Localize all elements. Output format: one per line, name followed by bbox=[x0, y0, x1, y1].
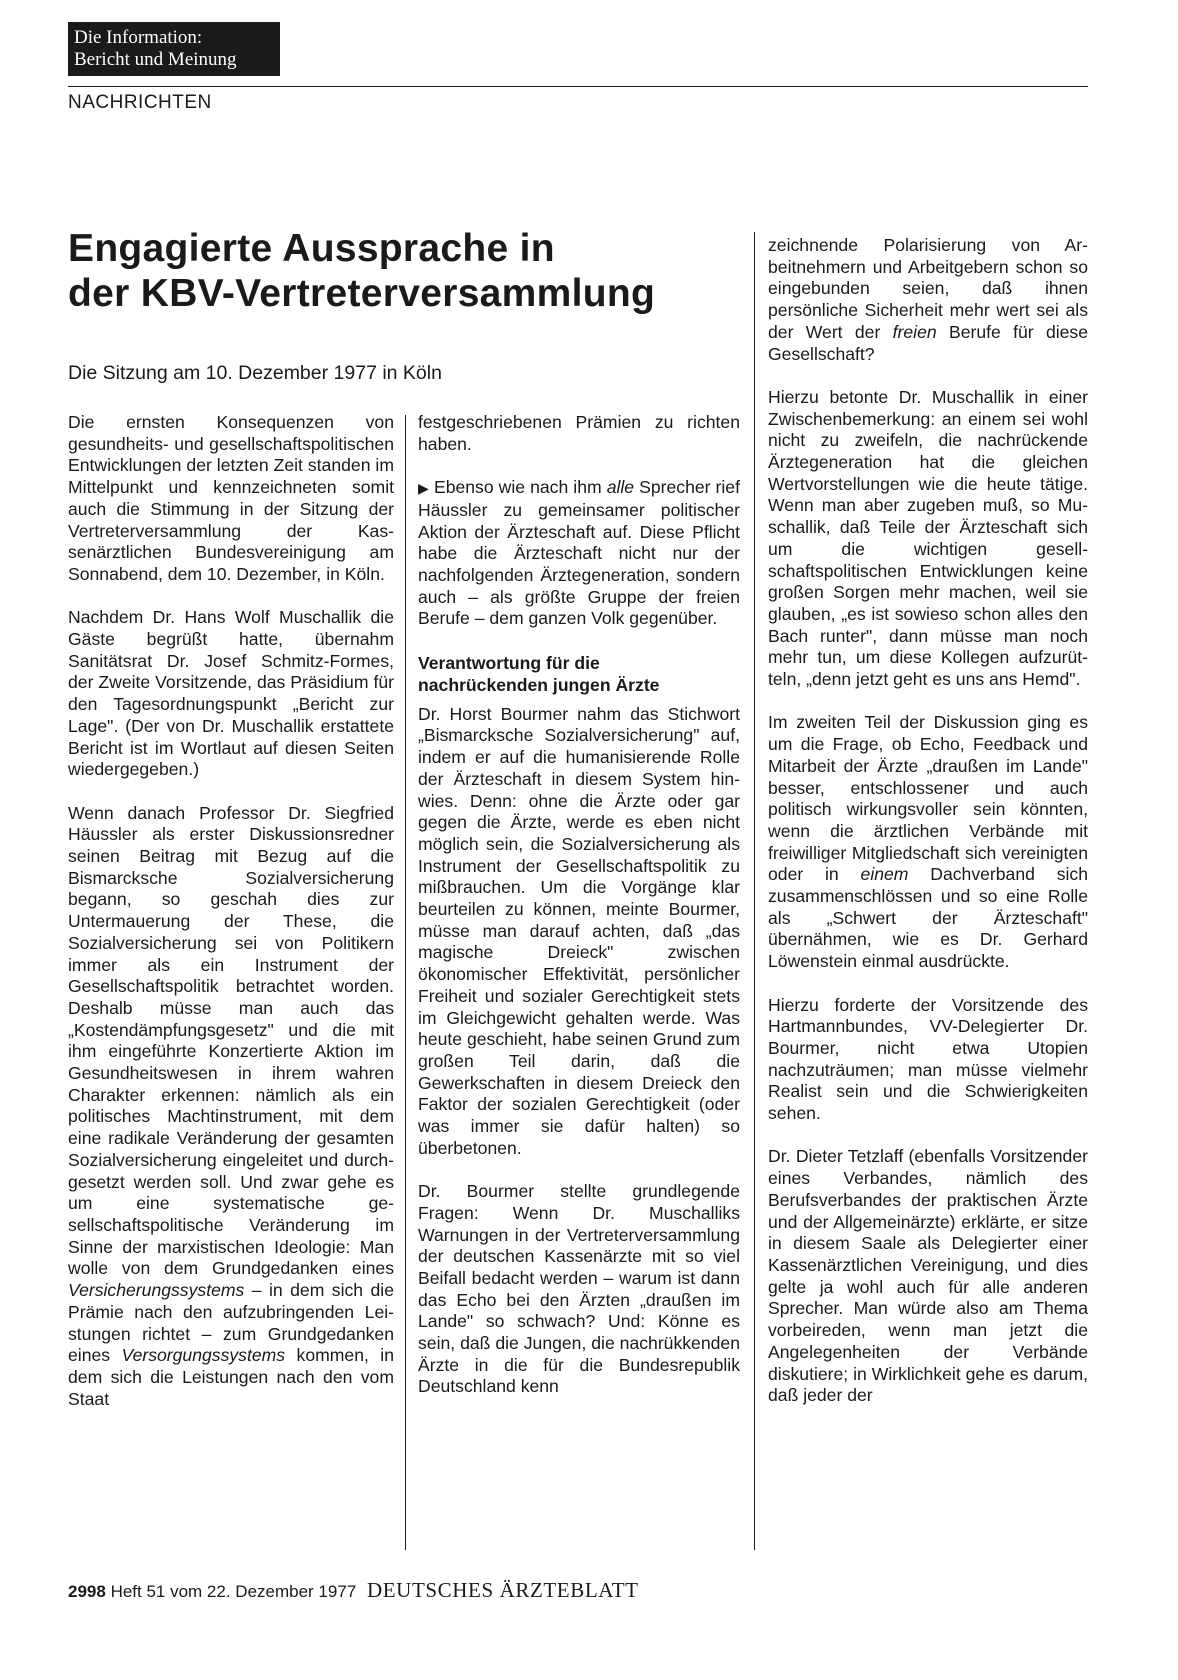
paragraph: Nachdem Dr. Hans Wolf Muschallik die Gäste begrüßt hatte, übernahm Sanitätsrat Dr. Josef Schmitz-Formes, der Zweite Vorsitzende, das Präsidium für den Tagesordnungspunkt „Bericht zur Lage". (Der von Dr. Muschallik erstattete Bericht ist im Wortlaut auf diesen Seiten wiedergegeben.) bbox=[68, 607, 394, 780]
text-run: kommen, in dem sich die Leistungen nach den vom Staat bbox=[68, 1345, 394, 1409]
header-rule bbox=[68, 86, 1088, 87]
section-label-box bbox=[68, 22, 280, 76]
emphasis: einem bbox=[860, 864, 909, 885]
text-run: Wenn danach Professor Dr. Siegfried Häussler als erster Diskussionsredner seinen Beitrag mit Bezug auf die Bismarcksche Sozialversicherung begann, so geschah dies zur Untermauerung der These, die Sozialversicherung sei von Politikern immer als ein Instrument der Gesellschaftspolitik betrachtet worden. Deshalb müsse man auch das „Kostendämpfungsgesetz" und die mit ihm eingeführte Konzertierte Aktion im Gesundheitswesen in ihrem wahren Charakter erkennen: nämlich als ein politisches Machtinstrument, mit dem eine radikale Veränderung der gesamten Sozialversicherung eingeleitet und durchgesetzt werden soll. Und zwar gehe es um eine systematische gesellschaftspolitische Veränderung im Sinne der marxistischen Ideologie: Man wolle von dem Grundgedanken eines bbox=[68, 802, 394, 1279]
paragraph: festgeschriebenen Prämien zu richten haben. bbox=[418, 412, 740, 454]
paragraph bbox=[68, 803, 394, 1411]
issue-info: Heft 51 vom 22. Dezember 1977 bbox=[110, 1582, 357, 1601]
paragraph: Dr. Horst Bourmer nahm das Stichwort „Bismarcksche Sozialversicherung" auf, indem er auf die humanisierende Rolle der Ärzteschaft in diesem System hinwies. Denn: ohne die Ärzte oder gar gegen die Ärzte, werde es eben nicht möglich sein, die Sozialversicherung als Instrument der Gesellschaftspolitik zu mißbrauchen. Um die Vorgänge klar beurteilen zu können, meinte Bourmer, müsse man darauf achten, daß „das magische Dreieck" zwischen ökonomischer Effektivität, persönlicher Freiheit und sozialer Gerechtigkeit stets im Gleichgewicht gehalten werde. Was heute geschieht, habe seinen Grund zum großen Teil darin, daß die Gewerkschaften in diesem Dreieck den Faktor der sozialen Gerechtigkeit (oder was immer sie dafür halten) so überbetonen. bbox=[418, 703, 740, 1158]
paragraph bbox=[418, 477, 740, 630]
emphasis: freien bbox=[892, 321, 937, 342]
section-label-line2: Bericht und Meinung bbox=[74, 49, 237, 70]
text-run: Sprecher rief Häussler zu gemeinsamer politischer Aktion der Ärzteschaft auf. Diese Pflicht habe die Ärzteschaft nicht nur der nachfolgenden Ärztegeneration, sondern auch – als größte Gruppe der freien Berufe – dem ganzen Volk gegenüber. bbox=[418, 477, 740, 629]
emphasis: Versorgungssystems bbox=[121, 1345, 286, 1366]
page-footer bbox=[68, 1578, 639, 1603]
subheading-line1: Verantwortung für die bbox=[418, 652, 600, 673]
category-label: NACHRICHTEN bbox=[68, 92, 212, 113]
text-run: Dachverband sich zusammenschlössen und so eine Rolle als „Schwert der Ärzteschaft" übernähmen, wie es Dr. Gerhard Löwenstein einmal ausdrückte. bbox=[768, 864, 1089, 972]
text-run: Im zweiten Teil der Diskussion ging es um die Frage, ob Echo, Feedback und Mitarbeit der Ärzte „draußen im Lande" besser, entschlossener und auch politisch wirkungsvoller sein könnten, wenn die ärztlichen Verbände mit freiwilliger Mitgliedschaft sich vereinigten oder in bbox=[768, 712, 1088, 885]
article-title bbox=[68, 226, 728, 316]
publication-name: DEUTSCHES ÄRZTEBLATT bbox=[366, 1578, 639, 1602]
emphasis: Versicherungssystems bbox=[68, 1280, 245, 1301]
article-title-line1: Engagierte Aussprache in bbox=[68, 227, 555, 270]
column-divider-2 bbox=[754, 232, 755, 1550]
article-subtitle: Die Sitzung am 10. Dezember 1977 in Köln bbox=[68, 362, 442, 384]
text-run: – in dem sich die Prämie nach den aufzubringenden Leistungen richtet – zum Grundgedanken eines bbox=[68, 1280, 394, 1366]
article-column-2 bbox=[418, 412, 740, 1398]
text-run: zeichnende Polarisierung von Arbeitnehmern und Arbeitgebern schon so eingebunden seien, daß ihnen persönliche Sicherheit mehr wert sei als der Wert der bbox=[768, 235, 1088, 342]
emphasis: alle bbox=[606, 477, 635, 498]
paragraph: Hierzu forderte der Vorsitzende des Hartmannbundes, VV-Delegierter Dr. Bourmer, nicht etwa Utopien nachzuträumen; man müsse vielmehr Realist sein und die Schwierigkeiten sehen. bbox=[768, 994, 1088, 1124]
article-column-3 bbox=[768, 235, 1088, 1407]
paragraph bbox=[768, 712, 1088, 972]
subheading-line2: nachrückenden jungen Ärzte bbox=[418, 674, 660, 695]
paragraph: Dr. Dieter Tetzlaff (ebenfalls Vorsitzender eines Verbandes, nämlich des Berufsverbandes der praktischen Ärzte und der Allgemeinärzte) erklärte, er sitze in diesem Saale als Delegierter einer Kassenärztlichen Vereinigung, und dies gelte ja wohl auch für alle anderen Sprecher. Man würde also am Thema vorbeireden, wenn man jetzt die Angelegenheiten der Verbände diskutiere; in Wirklichkeit gehe es darum, daß jeder der bbox=[768, 1146, 1088, 1406]
paragraph: Hierzu betonte Dr. Muschallik in einer Zwischenbemerkung: an einem sei wohl nicht zu zweifeln, die nachrückende Ärztegeneration hat die gleichen Wertvorstellungen wie die heute tätige. Wenn man aber zugeben muß, so Muschallik, daß Teile der Ärzteschaft sich um die wichtigen gesellschaftspolitischen Entwicklungen keine großen Sorgen mehr machen, weil sie glauben, „es ist sowieso schon alles den Bach runter", dann müsse man noch mehr tun, um diese Kollegen aufzurütteln, „denn jetzt geht es uns ans Hemd". bbox=[768, 386, 1088, 690]
page-number: 2998 bbox=[68, 1582, 106, 1601]
text-run: Berufe für diese Gesellschaft? bbox=[768, 321, 1089, 364]
text-run: Ebenso wie nach ihm bbox=[428, 477, 607, 498]
arrow-bullet-icon: ▶ bbox=[418, 480, 429, 497]
paragraph bbox=[768, 235, 1088, 365]
article-title-line2: der KBV-Vertreterversammlung bbox=[68, 272, 656, 315]
paragraph: Dr. Bourmer stellte grundlegende Fragen: Wenn Dr. Muschalliks Warnungen in der Vertreterversammlung der deutschen Kassenärzte mit so viel Beifall bedacht werden – warum ist dann das Echo bei den Ärzten „draußen im Lande" so schwach? Und: Könne es sein, daß die Jungen, die nachrükkenden Ärzte in die für die Bundesrepublik Deutschland kenn bbox=[418, 1181, 740, 1397]
column-divider-1 bbox=[405, 415, 406, 1550]
article-column-1 bbox=[68, 412, 394, 1410]
section-subheading bbox=[418, 652, 740, 696]
section-label-line1: Die Information: bbox=[74, 27, 203, 48]
paragraph: Die ernsten Konsequenzen von gesundheits- und gesellschaftspolitischen Entwicklungen der letzten Zeit standen im Mittelpunkt und kennzeichneten somit auch die Stimmung in der Sitzung der Vertreterversammlung der Kassenärztlichen Bundesvereinigung am Sonnabend, dem 10. Dezember, in Köln. bbox=[68, 412, 394, 584]
